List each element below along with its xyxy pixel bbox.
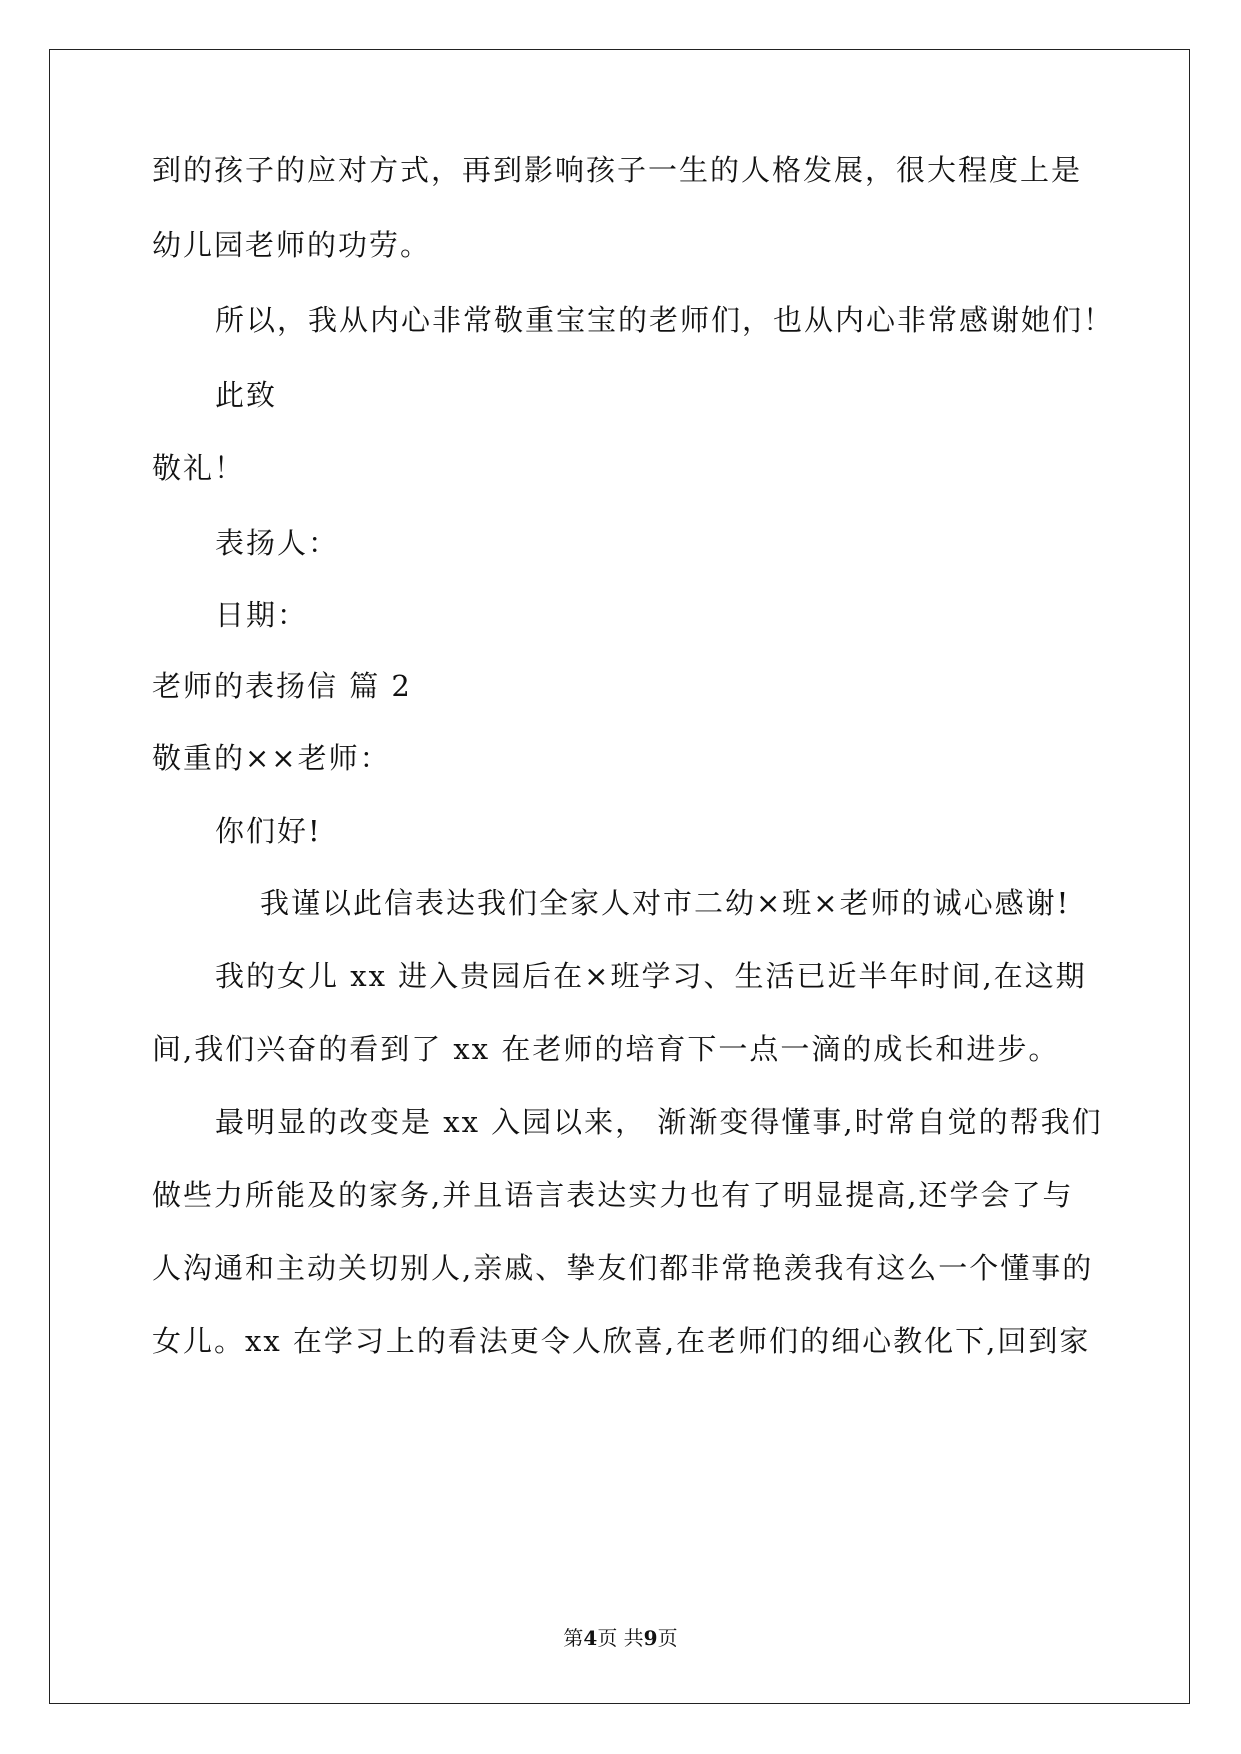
section-heading: 老师的表扬信 篇 2 — [152, 669, 412, 703]
footer-prefix: 第 — [563, 1626, 584, 1650]
text-line-15: 做些力所能及的家务,并且语言表达实力也有了明显提高,还学会了与 — [152, 1178, 1074, 1212]
text-line-1: 到的孩子的应对方式，再到影响孩子一生的人格发展，很大程度上是 — [152, 153, 1083, 187]
text-line-13: 间,我们兴奋的看到了 xx 在老师的培育下一点一滴的成长和进步。 — [152, 1032, 1060, 1066]
page-border — [49, 49, 1190, 1704]
footer-suffix: 页 — [657, 1626, 678, 1650]
footer-total-pages: 9 — [643, 1626, 658, 1650]
closing-respect: 敬礼！ — [152, 451, 246, 485]
signature-label: 表扬人： — [215, 526, 340, 560]
text-line-12: 我的女儿 xx 进入贵园后在×班学习、生活已近半年时间,在这期 — [215, 959, 1087, 993]
page-footer — [0, 1626, 1241, 1650]
text-line-17: 女儿。xx 在学习上的看法更令人欣喜,在老师们的细心教化下,回到家 — [152, 1324, 1091, 1358]
text-line-3: 所以，我从内心非常敬重宝宝的老师们，也从内心非常感谢她们！ — [215, 303, 1115, 337]
footer-middle: 页 共 — [597, 1626, 644, 1650]
greeting-line: 你们好! — [215, 814, 322, 848]
letter-greeting: 敬重的××老师： — [152, 741, 391, 775]
footer-page-number: 4 — [583, 1626, 598, 1650]
text-line-14: 最明显的改变是 xx 入园以来， 渐渐变得懂事,时常自觉的帮我们 — [215, 1105, 1103, 1139]
text-line-16: 人沟通和主动关切别人,亲戚、挚友们都非常艳羡我有这么一个懂事的 — [152, 1251, 1094, 1285]
text-line-11: 我谨以此信表达我们全家人对市二幼×班×老师的诚心感谢! — [260, 886, 1071, 920]
closing-salutation: 此致 — [215, 378, 278, 412]
text-line-2: 幼儿园老师的功劳。 — [152, 228, 432, 262]
date-label: 日期： — [215, 598, 309, 632]
